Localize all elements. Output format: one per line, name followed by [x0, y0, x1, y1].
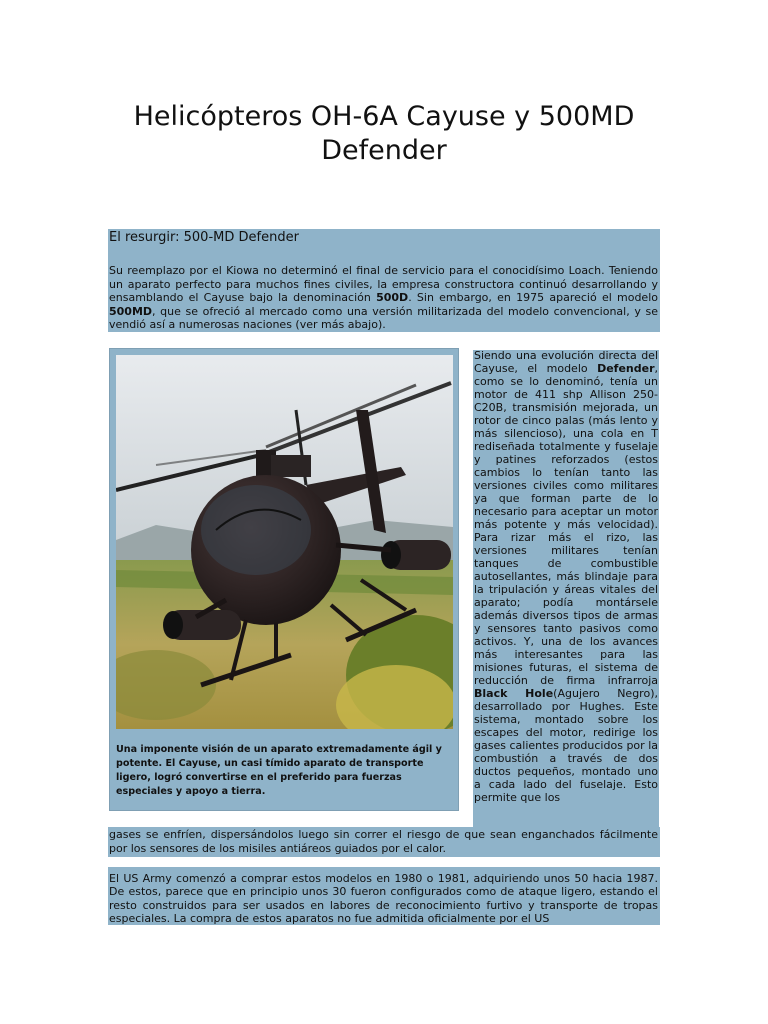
- intro-paragraph: [109, 264, 658, 332]
- black-hole-term: Black Hole: [474, 687, 554, 700]
- intro-text: Su reemplazo por el Kiowa no determinó el final de servicio para el conocidísimo Loach. Teniendo un aparato perfecto para muchos fines civiles, la empresa constructora continuó desarrollando y ensamblando el Cayuse bajo la denominación: [109, 264, 658, 305]
- page-title: Helicópteros OH-6A Cayuse y 500MD Defender: [133, 101, 635, 166]
- side-text: Siendo una evolución directa del Cayuse, el modelo: [474, 349, 658, 375]
- side-paragraph: [474, 349, 658, 804]
- photo-figure: [109, 348, 459, 811]
- defender-term: Defender: [597, 362, 655, 375]
- continuation-paragraph: gases se enfríen, dispersándolos luego sin correr el riesgo de que sean enganchados fácilmente por los sensores de los misiles antiáreos guiados por el calor.: [109, 828, 658, 855]
- us-army-paragraph: El US Army comenzó a comprar estos modelos en 1980 o 1981, adquiriendo unos 50 hacia 1987. De estos, parece que en principio unos 30 fueron configurados como de ataque ligero, estando el resto construidos para ser usados en labores de reconocimiento furtivo y transporte de tropas especiales. La compra de estos aparatos no fue admitida oficialmente por el US: [109, 872, 658, 926]
- side-text: , como se lo denominó, tenía un motor de 411 shp Allison 250-C20B, transmisión mejorada, un rotor de cinco palas (más lento y más silencioso), una cola en T rediseñada totalmente y fuselaje y patines reforzados (estos cambios lo tenían tanto las versiones civiles como militares ya que forman parte de lo necesario para aceptar un motor más potente y más velocidad). Para rizar más el rizo, las versiones militares tenían tanques de combustible autosellantes, más blindaje para la tripulación y áreas vitales del aparato; podía montársele además diversos tipos de armas y sensores tanto pasivos como activos. Y, una de los avances más interesantes para las misiones futuras, el sistema de reducción de firma infrarroja: [474, 362, 658, 687]
- section-heading: El resurgir: 500-MD Defender: [109, 230, 299, 245]
- helicopter-photo: [116, 355, 453, 729]
- figure-caption: Una imponente visión de un aparato extremadamente ágil y potente. El Cayuse, un casi tímido aparato de transporte ligero, logró convertirse en el preferido para fuerzas especiales y apoyo a tierra.: [116, 744, 442, 797]
- intro-text: . Sin embargo, en 1975 apareció el modelo: [408, 291, 658, 305]
- model-500d: 500D: [376, 291, 409, 305]
- intro-text: , que se ofreció al mercado como una versión militarizada del modelo convencional, y se vendió así a numerosas naciones (ver más abajo).: [109, 304, 658, 332]
- model-500md: 500MD: [109, 304, 153, 318]
- side-text: (Agujero Negro), desarrollado por Hughes. Este sistema, montado sobre los escapes del motor, redirige los gases calientes producidos por la combustión a través de dos ductos pequeños, montado uno a cada lado del fuselaje. Esto permite que los: [474, 687, 658, 804]
